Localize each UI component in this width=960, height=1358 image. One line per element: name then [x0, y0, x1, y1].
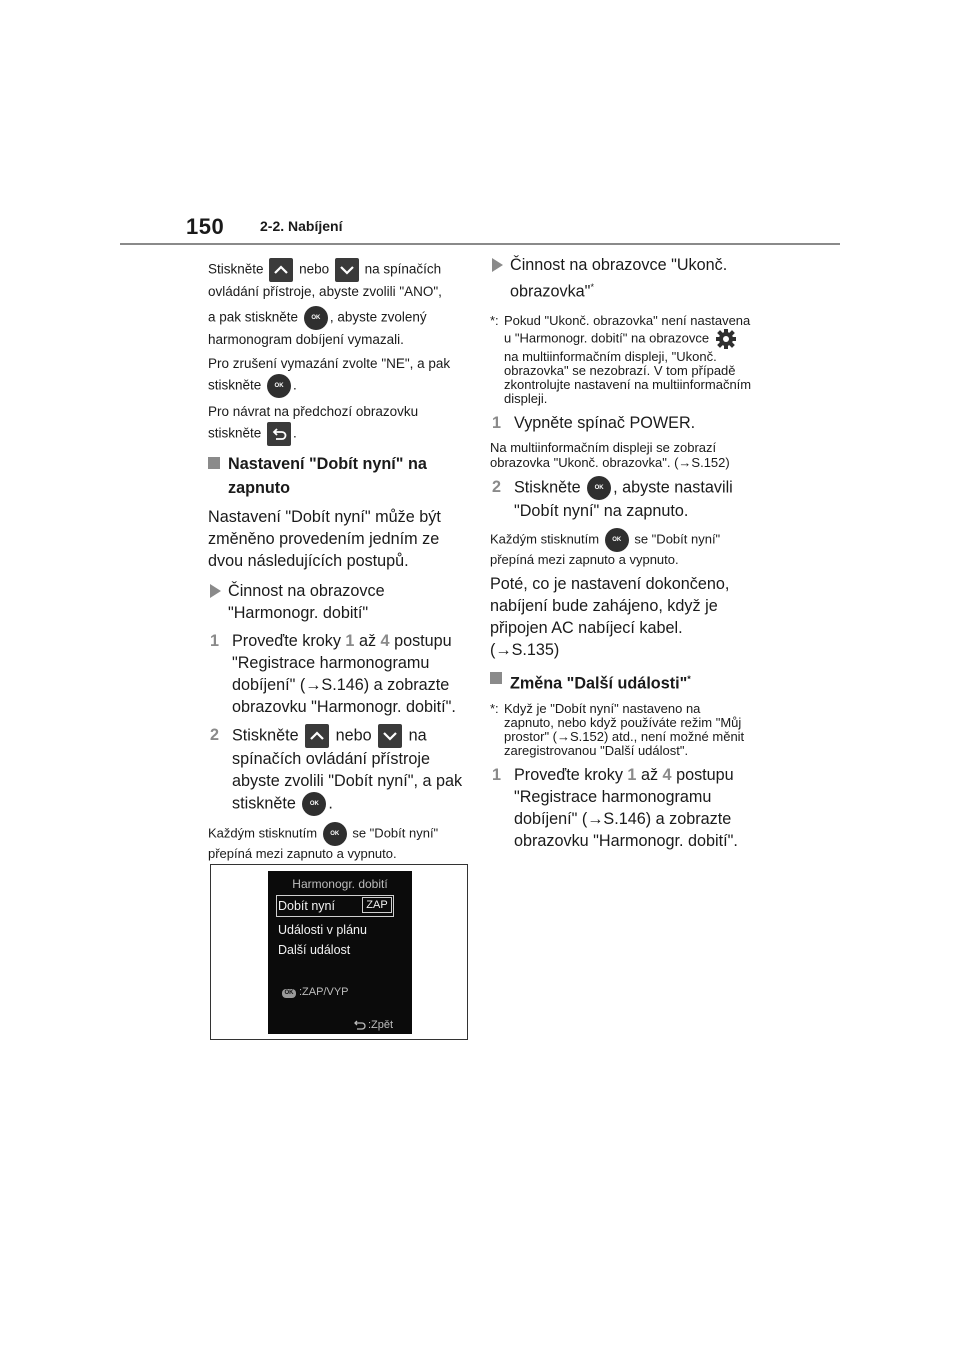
chevron-up-icon: [305, 724, 329, 748]
step-power-off: 1 Vypněte spínač POWER.: [492, 414, 696, 433]
paragraph-cancel-delete: Pro zrušení vymazání zvolte "NE", a pak stiskněte OK .: [208, 354, 470, 398]
paragraph-back: Pro návrat na předchozí obrazovku stiskněte .: [208, 402, 470, 446]
paragraph-select-yes: Stiskněte nebo na spínačích ovládání přístroje, abyste zvolili "ANO",: [208, 258, 470, 302]
chevron-up-icon: [269, 258, 293, 282]
heading-charge-now: Nastavení "Dobít nyní" na zapnuto: [208, 452, 470, 500]
screen-title: Harmonogr. dobití: [292, 877, 388, 891]
screen-ok-label: :ZAP/VYP: [299, 986, 349, 998]
ok-button-icon: OK: [267, 374, 291, 398]
step-press-ok: 2 Stiskněte OK , abyste nastavili "Dobít nyní" na zapnuto.: [492, 478, 733, 521]
back-icon: [267, 422, 291, 446]
subheading-harmonogram-screen: Činnost na obrazovce "Harmonogr. dobití": [208, 580, 470, 624]
screen-row-events: Události v plánu: [278, 923, 367, 937]
harmonogram-screen: [268, 871, 412, 1034]
subheading-end-screen: Činnost na obrazovce "Ukonč. obrazovka"*: [490, 254, 752, 302]
screen-row-next-event: Další událost: [278, 943, 351, 957]
note-toggle: Každým stisknutím OK se "Dobít nyní" přepíná mezi zapnuto a vypnuto.: [208, 822, 470, 861]
paragraph-charging-start: Poté, co je nastavení dokončeno, nabíjení bude zahájeno, když je připojen AC nabíjecí kabel. (→S.135): [490, 575, 730, 660]
heading-square-bullet: [490, 672, 502, 684]
section-title: 2-2. Nabíjení: [260, 218, 343, 234]
chevron-down-icon: [335, 258, 359, 282]
gear-icon: [715, 328, 737, 350]
right-column: [490, 258, 752, 858]
ok-button-icon: OK: [304, 306, 328, 330]
step-1-next-event: 1 Proveďte kroky 1 až 4 postupu "Registrace harmonogramu dobíjení" (→S.146) a zobrazte obrazovku "Harmonogr. dobití".: [492, 765, 738, 850]
note-toggle-right: Každým stisknutím OK se "Dobít nyní" přepíná mezi zapnuto a vypnuto.: [490, 528, 752, 567]
ok-button-icon: OK: [605, 528, 629, 552]
intro-paragraph: Nastavení "Dobít nyní" může být změněno provedením jedním ze dvou následujících postupů.: [208, 508, 441, 570]
triangle-bullet-icon: [210, 584, 221, 598]
screen-value-on: ZAP: [362, 897, 392, 913]
screen-back-label: :Zpět: [352, 1019, 393, 1031]
header-rule: [120, 243, 840, 245]
ok-button-icon: OK: [302, 792, 326, 816]
footnote-end-screen: *: Pokud "Ukonč. obrazovka" není nastavena u "Harmonogr. dobití" na obrazovce na multiinformačním displeji, "Ukonč. obrazovka" se nezobrazí. V tom případě zkontrolujte nastavení na multiinformačním displeji.: [490, 313, 752, 407]
back-icon: [352, 1020, 368, 1030]
step-2: 2 Stiskněte nebo na spínačích ovládání přístroje abyste zvolili "Dobít nyní", a pak stiskněte OK .: [208, 724, 470, 816]
left-column: [208, 258, 470, 867]
note-end-screen: Na multiinformačním displeji se zobrazí obrazovka "Ukonč. obrazovka". (→S.152): [490, 440, 730, 471]
paragraph-press-ok-delete: a pak stiskněte OK , abyste zvolený harmonogram dobíjení vymazali.: [208, 306, 470, 350]
heading-square-bullet: [208, 457, 220, 469]
ok-button-icon: OK: [587, 476, 611, 500]
screen-row-charge-now: Dobít nyní: [278, 899, 335, 913]
triangle-bullet-icon: [492, 258, 503, 272]
footnote-next-event: *: Když je "Dobít nyní" nastaveno na zapnuto, nebo když používáte režim "Můj prostor" (→S.152) atd., není možné měnit zaregistrovanou "Další událost".: [490, 700, 745, 758]
screen-ok-badge: OK: [282, 989, 296, 998]
display-figure: [210, 864, 468, 1040]
step-1: 1 Proveďte kroky 1 až 4 postupu "Registrace harmonogramu dobíjení" (→S.146) a zobrazte obrazovku "Harmonogr. dobití".: [210, 632, 456, 716]
heading-next-event: Změna "Další události"*: [490, 667, 752, 695]
chevron-down-icon: [378, 724, 402, 748]
ok-button-icon: OK: [323, 822, 347, 846]
page-number: 150: [186, 214, 225, 239]
